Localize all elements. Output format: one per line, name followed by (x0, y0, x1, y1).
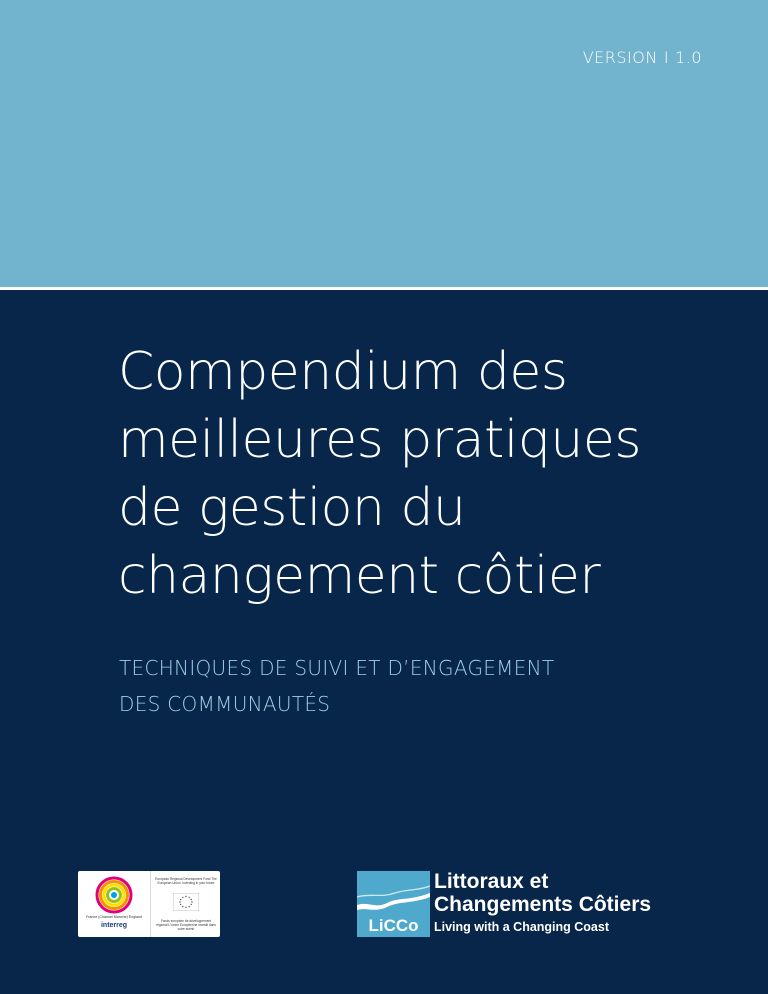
version-number: 1.0 (675, 48, 702, 67)
licco-name-line1: Littoraux et (434, 870, 549, 893)
document-subtitle (119, 650, 679, 722)
title-line: meilleures pratiques (118, 410, 641, 470)
version-text: VERSION (582, 48, 658, 67)
title-line: de gestion du (118, 478, 466, 538)
top-color-band (0, 0, 768, 287)
licco-logo-mark (357, 871, 430, 937)
licco-tagline: Living with a Changing Coast (434, 920, 609, 934)
document-title (118, 338, 718, 610)
version-label (583, 48, 702, 67)
subtitle-line: TECHNIQUES DE SUIVI ET D’ENGAGEMENT (119, 656, 555, 680)
interreg-logo (78, 871, 220, 937)
licco-mark-text: LiCCo (368, 916, 419, 935)
interreg-region: France (Channel Manche) England (86, 915, 142, 919)
version-separator: I (663, 48, 670, 67)
licco-name-line2: Changements Côtiers (434, 893, 652, 916)
erdf-text-en: European Regional Development Fund The European Union, investing in your future (155, 877, 217, 885)
erdf-block (150, 871, 220, 937)
interreg-wordmark: interreg (100, 922, 128, 929)
subtitle-line: DES COMMUNAUTÉS (119, 692, 331, 716)
title-line: changement côtier (118, 546, 601, 606)
title-line: Compendium des (118, 342, 568, 402)
interreg-emblem (78, 871, 150, 937)
licco-name (434, 870, 651, 916)
eu-flag-icon (173, 893, 199, 911)
erdf-text-fr: Fonds européen de développement régional L’Union Européenne investit dans votre avenir (156, 919, 216, 931)
